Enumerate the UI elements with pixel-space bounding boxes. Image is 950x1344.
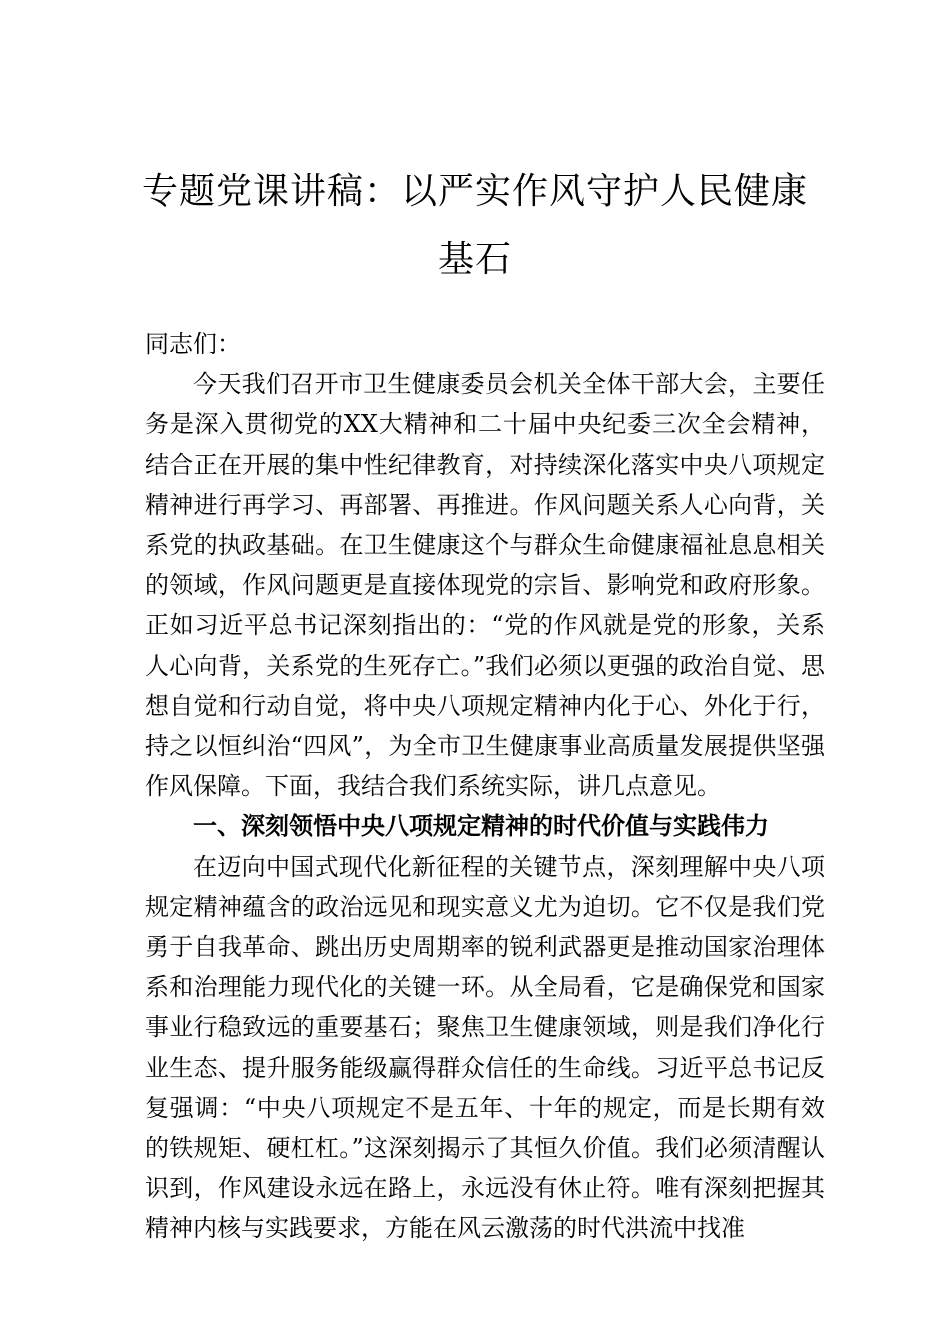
greeting: 同志们： [145,330,241,358]
title-line-2: 基石 [437,239,512,280]
paragraph-intro: 今天我们召开市卫生健康委员会机关全体干部大会，主要任务是深入贯彻党的XX大精神和二十届中央纪委三次全会精神，结合正在开展的集中性纪律教育，对持续深化落实中央八项规定精神进行再学习、再部署、再推进。作风问题关系人心向背，关系党的执政基础。在卫生健康这个与群众生命健康福祉息息相关的领域，作风问题更是直接体现党的宗旨、影响党和政府形象。正如习近平总书记深刻指出的：“党的作风就是党的形象，关系人心向背，关系党的生死存亡。”我们必须以更强的政治自觉、思想自觉和行动自觉，将中央八项规定精神内化于心、外化于行，持之以恒纠治“四风”，为全市卫生健康事业高质量发展提供坚强作风保障。下面，我结合我们系统实际，讲几点意见。 [145,370,825,801]
title-line-1: 专题党课讲稿：以严实作风守护人民健康 [141,171,808,212]
document-body [145,324,825,1249]
document-title [120,158,830,294]
paragraph-section-1: 在迈向中国式现代化新征程的关键节点，深刻理解中央八项规定精神蕴含的政治远见和现实意义尤为迫切。它不仅是我们党勇于自我革命、跳出历史周期率的锐利武器更是推动国家治理体系和治理能力现代化的关键一环。从全局看，它是确保党和国家事业行稳致远的重要基石；聚焦卫生健康领域，则是我们净化行业生态、提升服务能级赢得群众信任的生命线。习近平总书记反复强调：“中央八项规定不是五年、十年的规定，而是长期有效的铁规矩、硬杠杠。”这深刻揭示了其恒久价值。我们必须清醒认识到，作风建设永远在路上，永远没有休止符。唯有深刻把握其精神内核与实践要求，方能在风云激荡的时代洪流中找准 [145,852,825,1243]
section-heading-1: 一、深刻领悟中央八项规定精神的时代价值与实践伟力 [193,811,769,841]
